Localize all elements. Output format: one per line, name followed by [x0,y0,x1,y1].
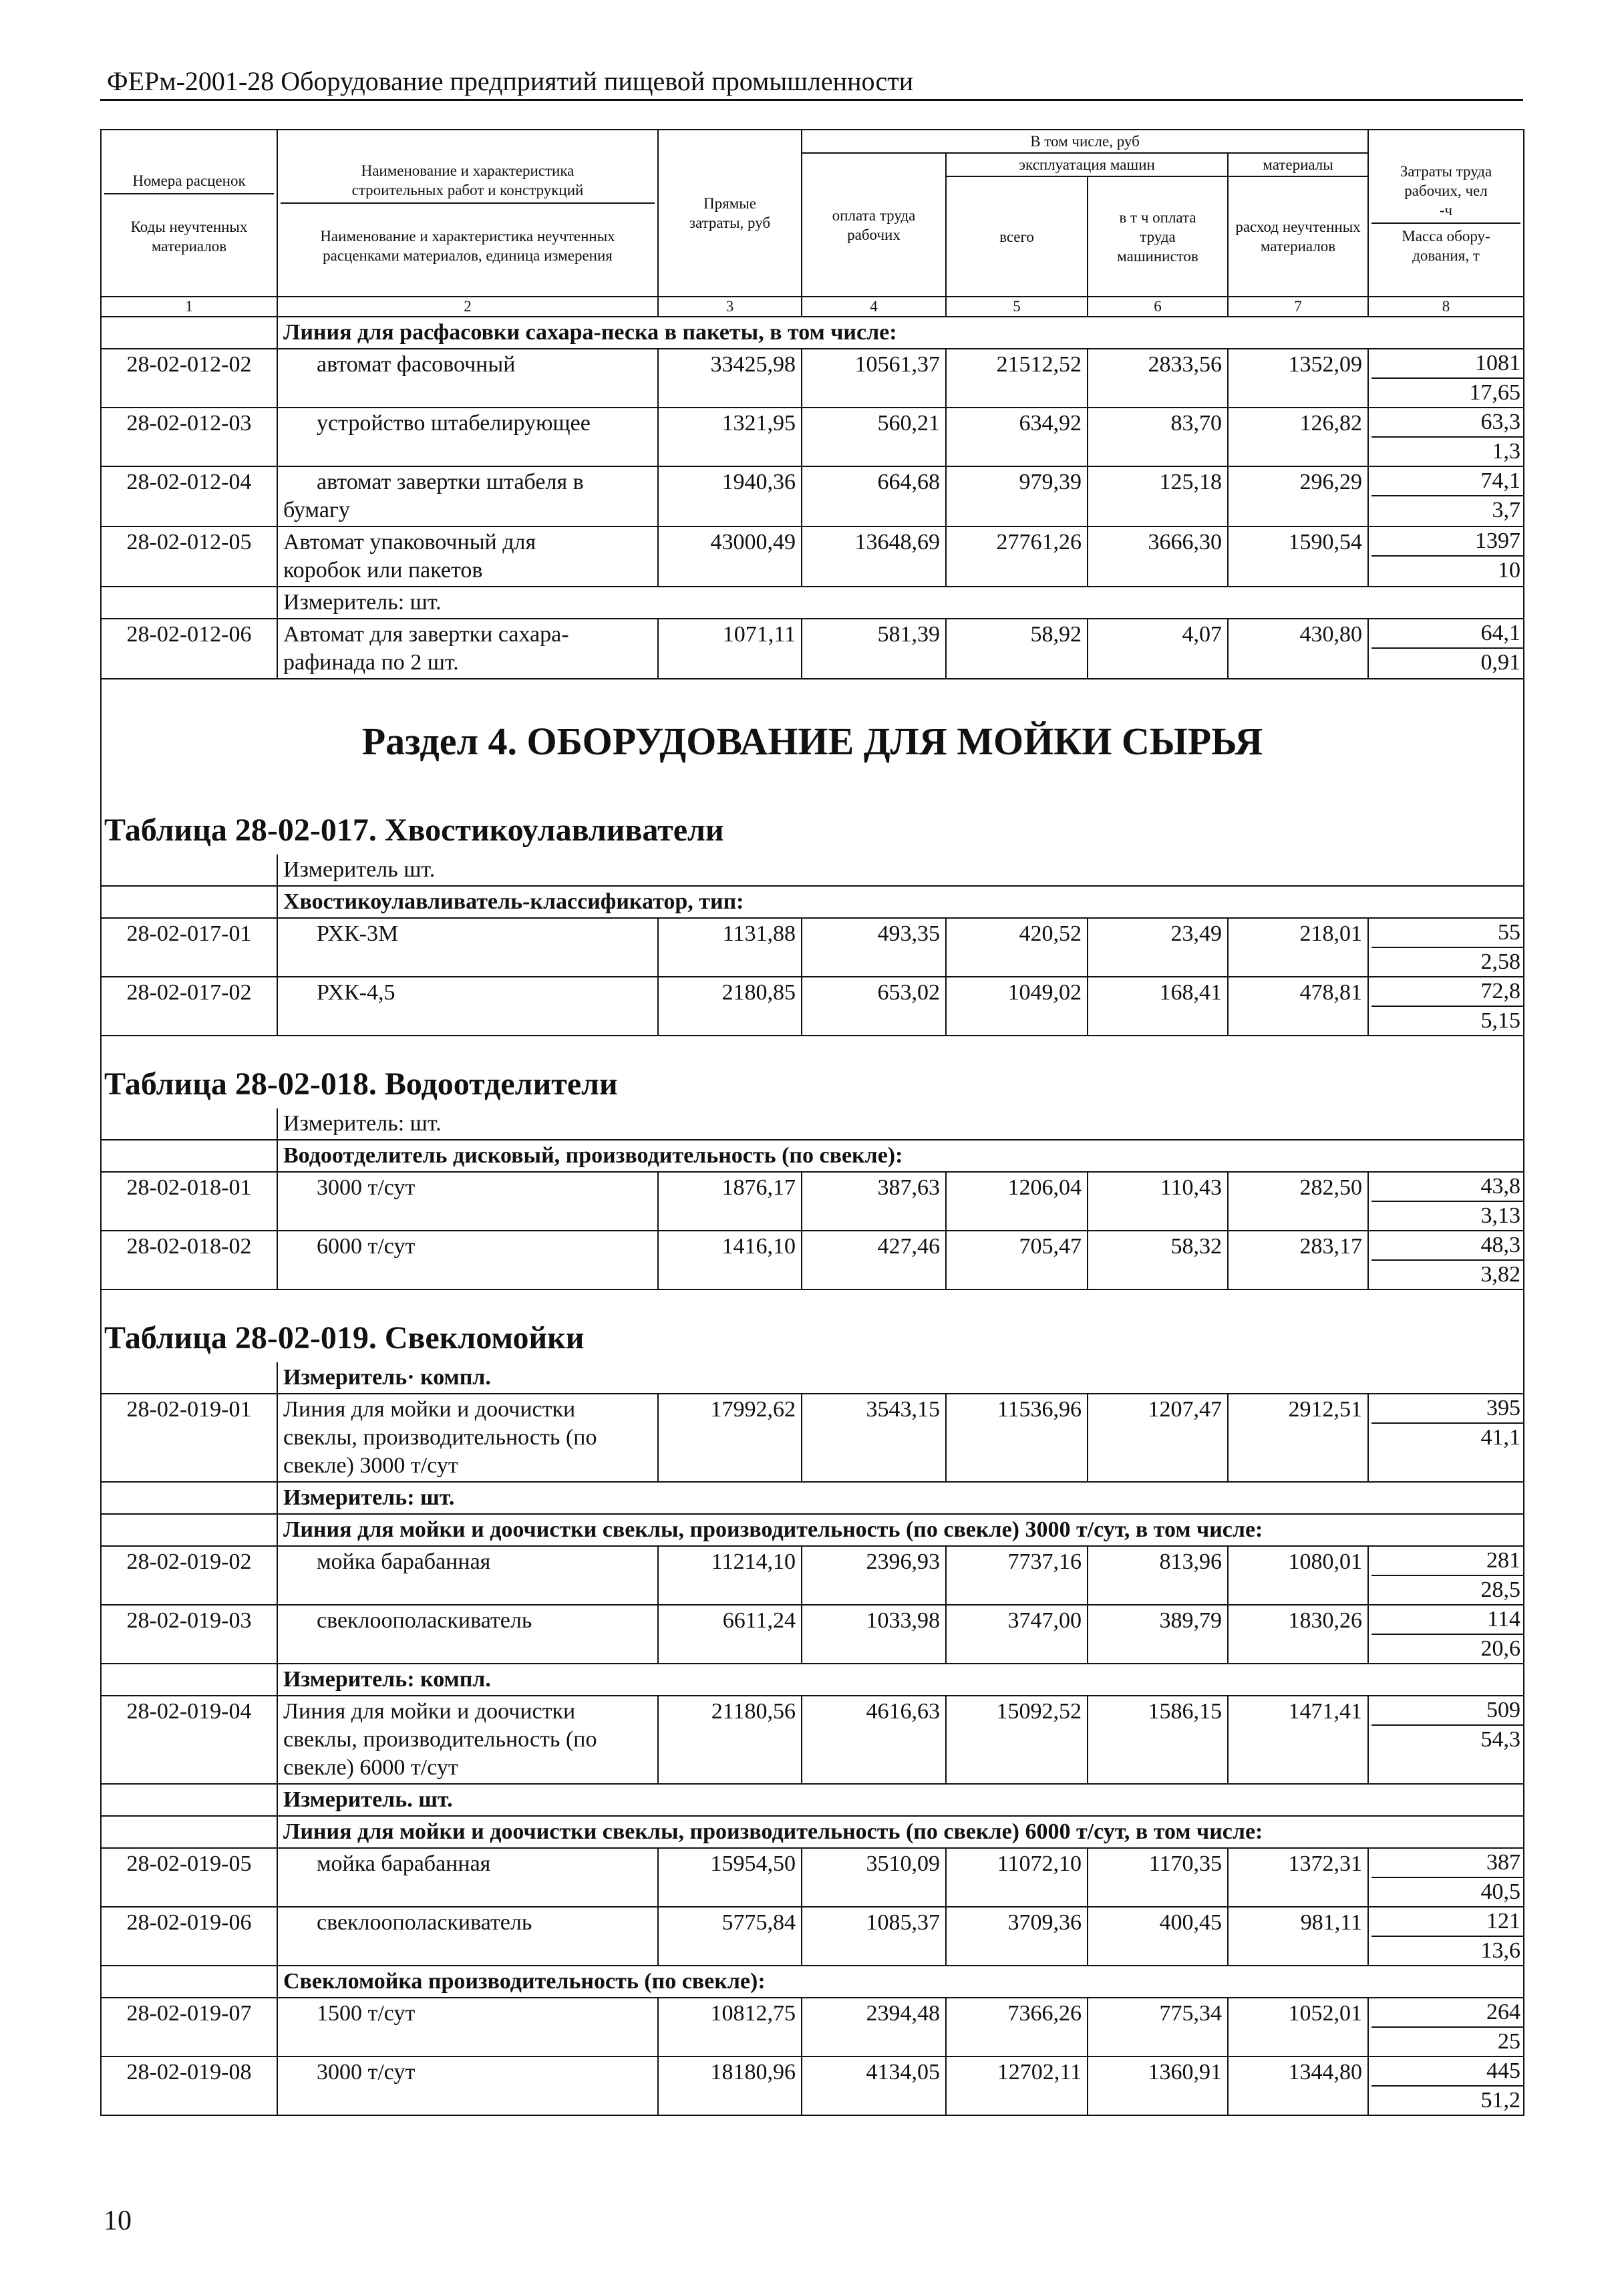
section-row [101,679,1524,802]
col-number: 6 [1088,297,1228,317]
table-header [101,130,1524,317]
machines-total: 15092,52 [946,1696,1088,1784]
measure-row [101,855,1524,886]
labor-hours: 395 [1371,1394,1523,1424]
section-title: Раздел 4. ОБОРУДОВАНИЕ ДЛЯ МОЙКИ СЫРЬЯ [101,679,1524,802]
operator-pay: 23,49 [1088,918,1228,977]
rate-name: РХК-4,5 [277,977,658,1036]
direct-costs: 18180,96 [658,2056,802,2115]
materials-cost: 2912,51 [1228,1394,1368,1482]
measure-row [101,1482,1524,1514]
rate-code: 28-02-019-08 [101,2056,277,2115]
rate-name-line: свеклы, производительность (по [283,1425,597,1450]
equipment-mass: 40,5 [1480,1879,1521,1904]
rate-code: 28-02-019-02 [101,1546,277,1605]
machines-total: 11536,96 [946,1394,1088,1482]
rate-name-line: автомат завертки штабеля в [317,470,584,494]
labor-hours: 387 [1371,1849,1523,1878]
group-header: Линия для мойки и доочистки свеклы, производительность (по свекле) 3000 т/сут, в том числе: [277,1514,1524,1546]
rate-code: 28-02-019-03 [101,1605,277,1664]
labor-pay: 3510,09 [802,1848,946,1907]
measure-row [101,1108,1524,1140]
rate-name: мойка барабанная [277,1848,658,1907]
materials-cost: 296,29 [1228,466,1368,526]
labor-hours: 55 [1371,919,1523,948]
labor-pay: 664,68 [802,466,946,526]
table-row [101,349,1524,408]
table-row [101,2056,1524,2115]
measure-unit: Измеритель: шт. [277,587,1524,619]
table-row [101,1394,1524,1482]
measure-row [101,1362,1524,1394]
table-row [101,977,1524,1036]
direct-costs: 6611,24 [658,1605,802,1664]
machines-total: 21512,52 [946,349,1088,408]
machines-total: 979,39 [946,466,1088,526]
operator-pay: 813,96 [1088,1546,1228,1605]
table-title: Таблица 28-02-018. Водоотделители [101,1036,1524,1108]
rate-name-line: рафинада по 2 шт. [283,650,459,675]
labor-pay: 13648,69 [802,526,946,587]
rate-code: 28-02-019-04 [101,1696,277,1784]
direct-costs: 33425,98 [658,349,802,408]
header-col8 [1368,130,1524,297]
rate-code: 28-02-012-03 [101,408,277,466]
rate-name-line: бумагу [283,498,350,522]
materials-cost: 430,80 [1228,619,1368,679]
materials-cost: 1344,80 [1228,2056,1368,2115]
labor-and-mass [1368,977,1524,1036]
labor-and-mass [1368,1605,1524,1664]
table-row [101,1998,1524,2056]
labor-and-mass [1368,1696,1524,1784]
direct-costs: 1071,11 [658,619,802,679]
equipment-mass: 3,13 [1480,1203,1521,1228]
group-header-row [101,1514,1524,1546]
page-number: 10 [104,2205,132,2236]
header-operator-pay: в т ч оплата труда машинистов [1088,176,1228,297]
direct-costs: 1940,36 [658,466,802,526]
measure-unit-text: Измеритель шт. [283,857,436,882]
equipment-mass: 3,7 [1492,498,1521,522]
materials-cost: 1830,26 [1228,1605,1368,1664]
labor-pay: 427,46 [802,1231,946,1289]
labor-and-mass [1368,1394,1524,1482]
equipment-mass: 20,6 [1480,1636,1521,1661]
equipment-mass: 1,3 [1492,439,1521,464]
operator-pay: 1207,47 [1088,1394,1228,1482]
machines-total: 3747,00 [946,1605,1088,1664]
rate-name: 3000 т/сут [277,2056,658,2115]
labor-pay: 387,63 [802,1172,946,1231]
header-labor-pay: оплата труда рабочих [802,153,946,297]
col-number: 8 [1368,297,1524,317]
operator-pay: 125,18 [1088,466,1228,526]
labor-pay: 1033,98 [802,1605,946,1664]
rate-code: 28-02-018-02 [101,1231,277,1289]
labor-pay: 560,21 [802,408,946,466]
rate-code: 28-02-019-01 [101,1394,277,1482]
direct-costs: 10812,75 [658,1998,802,2056]
table-row [101,1546,1524,1605]
machines-total: 12702,11 [946,2056,1088,2115]
rate-name: устройство штабелирующее [277,408,658,466]
machines-total: 11072,10 [946,1848,1088,1907]
rate-name-line: Линия для мойки и доочистки [283,1699,576,1724]
direct-costs: 17992,62 [658,1394,802,1482]
group-header-row [101,1140,1524,1172]
equipment-mass: 0,91 [1480,650,1521,675]
rate-code: 28-02-017-01 [101,918,277,977]
table-row [101,619,1524,679]
materials-cost: 1471,41 [1228,1696,1368,1784]
col-number: 1 [101,297,277,317]
labor-hours: 114 [1371,1606,1523,1635]
rate-code: 28-02-017-02 [101,977,277,1036]
header-col1-bottom: Коды неучтенных материалов [130,218,248,255]
direct-costs: 2180,85 [658,977,802,1036]
rate-name [277,526,658,587]
operator-pay: 83,70 [1088,408,1228,466]
materials-cost: 1590,54 [1228,526,1368,587]
machines-total: 1049,02 [946,977,1088,1036]
table-row [101,1172,1524,1231]
header-col8-top: Затраты труда рабочих, чел -ч [1400,162,1492,218]
rate-name-line: свекле) 6000 т/сут [283,1755,458,1780]
labor-hours: 48,3 [1371,1231,1523,1261]
equipment-mass: 51,2 [1480,2088,1521,2113]
operator-pay: 389,79 [1088,1605,1228,1664]
header-machines: эксплуатация машин [946,153,1228,176]
rate-name-line: коробок или пакетов [283,558,483,583]
group-header: Линия для мойки и доочистки свеклы, производительность (по свекле) 6000 т/сут, в том числе: [277,1816,1524,1848]
labor-pay: 4616,63 [802,1696,946,1784]
labor-hours: 74,1 [1371,467,1523,496]
labor-and-mass [1368,1546,1524,1605]
labor-and-mass [1368,1998,1524,2056]
labor-hours: 43,8 [1371,1173,1523,1202]
equipment-mass: 28,5 [1480,1577,1521,1602]
operator-pay: 1586,15 [1088,1696,1228,1784]
machines-total: 7737,16 [946,1546,1088,1605]
machines-total: 634,92 [946,408,1088,466]
measure-unit: Измеритель. шт. [277,1784,1524,1816]
operator-pay: 4,07 [1088,619,1228,679]
rate-name-line: Линия для мойки и доочистки [283,1397,576,1422]
operator-pay: 110,43 [1088,1172,1228,1231]
equipment-mass: 17,65 [1469,380,1521,405]
table-title: Таблица 28-02-017. Хвостикоулавливатели [101,802,1524,855]
rate-name-line: Автомат для завертки сахара- [283,622,569,647]
labor-pay: 2394,48 [802,1998,946,2056]
header-machines-total: всего [946,176,1088,297]
table-row [101,408,1524,466]
group-header: Свекломойка производительность (по свекле): [277,1966,1524,1998]
operator-pay: 775,34 [1088,1998,1228,2056]
header-col2-top: Наименование и характеристика строительных работ и конструкций [351,162,584,198]
operator-pay: 1360,91 [1088,2056,1228,2115]
materials-cost: 1372,31 [1228,1848,1368,1907]
materials-cost: 283,17 [1228,1231,1368,1289]
rate-name [277,466,658,526]
rate-name [277,1696,658,1784]
header-col8-bottom: Масса обору-дования, т [1402,227,1490,264]
group-header: Хвостикоулавливатель-классификатор, тип: [277,886,1524,918]
materials-cost: 1352,09 [1228,349,1368,408]
labor-and-mass [1368,1907,1524,1966]
rate-name: свеклоополаскиватель [277,1907,658,1966]
measure-unit [277,855,1524,886]
operator-pay: 400,45 [1088,1907,1228,1966]
equipment-mass: 10 [1498,558,1521,583]
rate-name [277,1394,658,1482]
header-unaccounted-materials: расход неучтенных материалов [1228,176,1368,297]
header-col1 [101,130,277,297]
direct-costs: 11214,10 [658,1546,802,1605]
column-numbers-row [101,297,1524,317]
machines-total: 420,52 [946,918,1088,977]
operator-pay: 58,32 [1088,1231,1228,1289]
machines-total: 58,92 [946,619,1088,679]
table-title-row [101,1036,1524,1108]
measure-unit: Измеритель: шт. [277,1108,1524,1140]
col-number: 7 [1228,297,1368,317]
direct-costs: 1321,95 [658,408,802,466]
machines-total: 1206,04 [946,1172,1088,1231]
labor-and-mass [1368,466,1524,526]
rate-name-line: Автомат упаковочный для [283,530,536,555]
rate-name: автомат фасовочный [277,349,658,408]
labor-and-mass [1368,1231,1524,1289]
labor-and-mass [1368,1848,1524,1907]
operator-pay: 3666,30 [1088,526,1228,587]
operator-pay: 2833,56 [1088,349,1228,408]
header-materials: материалы [1228,153,1368,176]
labor-hours: 509 [1371,1696,1523,1726]
col-number: 3 [658,297,802,317]
rate-name: РХК-3М [277,918,658,977]
direct-costs: 5775,84 [658,1907,802,1966]
rate-code: 28-02-012-02 [101,349,277,408]
rate-name-line: свеклы, производительность (по [283,1727,597,1752]
rate-name: мойка барабанная [277,1546,658,1605]
col-number: 4 [802,297,946,317]
materials-cost: 478,81 [1228,977,1368,1036]
labor-pay: 3543,15 [802,1394,946,1482]
header-col2 [277,130,658,297]
equipment-mass: 3,82 [1480,1262,1521,1287]
labor-and-mass [1368,619,1524,679]
measure-row [101,1784,1524,1816]
direct-costs: 1876,17 [658,1172,802,1231]
rate-code: 28-02-018-01 [101,1172,277,1231]
rate-code: 28-02-012-05 [101,526,277,587]
rates-table [100,129,1524,2116]
table-title-row [101,1289,1524,1362]
group-header: Линия для расфасовки сахара-песка в пакеты, в том числе: [277,317,1524,349]
materials-cost: 1052,01 [1228,1998,1368,2056]
materials-cost: 282,50 [1228,1172,1368,1231]
machines-total: 3709,36 [946,1907,1088,1966]
labor-and-mass [1368,408,1524,466]
direct-costs: 1416,10 [658,1231,802,1289]
labor-pay: 1085,37 [802,1907,946,1966]
rate-name: 3000 т/сут [277,1172,658,1231]
equipment-mass: 54,3 [1480,1727,1521,1752]
measure-unit: Измеритель: компл. [277,1664,1524,1696]
col-number: 5 [946,297,1088,317]
labor-pay: 10561,37 [802,349,946,408]
rate-name [277,619,658,679]
machines-total: 7366,26 [946,1998,1088,2056]
labor-and-mass [1368,526,1524,587]
header-including: В том числе, руб [802,130,1368,153]
group-header-row [101,1816,1524,1848]
equipment-mass: 2,58 [1480,949,1521,974]
measure-row [101,1664,1524,1696]
materials-cost: 1080,01 [1228,1546,1368,1605]
header-direct-costs: Прямые затраты, руб [658,130,802,297]
materials-cost: 126,82 [1228,408,1368,466]
table-row [101,1907,1524,1966]
table-row [101,1605,1524,1664]
group-header: Водоотделитель дисковый, производительность (по свекле): [277,1140,1524,1172]
group-header-row [101,886,1524,918]
equipment-mass: 25 [1498,2029,1521,2054]
labor-hours: 121 [1371,1907,1523,1937]
equipment-mass: 41,1 [1480,1425,1521,1450]
header-col1-top: Номера расценок [132,172,246,189]
header-rule [100,99,1523,101]
labor-and-mass [1368,2056,1524,2115]
labor-pay: 493,35 [802,918,946,977]
rate-code: 28-02-012-06 [101,619,277,679]
rate-name-line: свекле) 3000 т/сут [283,1453,458,1478]
rate-name: 6000 т/сут [277,1231,658,1289]
labor-pay: 4134,05 [802,2056,946,2115]
rate-name: 1500 т/сут [277,1998,658,2056]
table-title: Таблица 28-02-019. Свекломойки [101,1289,1524,1362]
labor-hours: 1081 [1371,349,1523,379]
labor-pay: 2396,93 [802,1546,946,1605]
labor-pay: 653,02 [802,977,946,1036]
materials-cost: 218,01 [1228,918,1368,977]
table-row [101,1696,1524,1784]
table-row [101,1231,1524,1289]
group-header-row [101,1966,1524,1998]
table-row [101,466,1524,526]
direct-costs: 21180,56 [658,1696,802,1784]
measure-unit: Измеритель· компл. [277,1362,1524,1394]
table-row [101,526,1524,587]
rate-code: 28-02-019-07 [101,1998,277,2056]
labor-hours: 63,3 [1371,408,1523,438]
labor-hours: 1397 [1371,527,1523,557]
labor-and-mass [1368,349,1524,408]
labor-hours: 281 [1371,1547,1523,1576]
table-row [101,1848,1524,1907]
table-row [101,918,1524,977]
labor-hours: 445 [1371,2057,1523,2087]
measure-unit: Измеритель: шт. [277,1482,1524,1514]
equipment-mass: 13,6 [1480,1938,1521,1963]
table-title-row [101,802,1524,855]
col-number: 2 [277,297,658,317]
labor-hours: 64,1 [1371,619,1523,649]
machines-total: 705,47 [946,1231,1088,1289]
header-col2-bottom: Наименование и характеристика неучтенных расценками материалов, единица измерения [320,228,615,264]
labor-pay: 581,39 [802,619,946,679]
labor-and-mass [1368,1172,1524,1231]
direct-costs: 15954,50 [658,1848,802,1907]
measure-row [101,587,1524,619]
materials-cost: 981,11 [1228,1907,1368,1966]
rate-code: 28-02-019-05 [101,1848,277,1907]
rate-code: 28-02-012-04 [101,466,277,526]
equipment-mass: 5,15 [1480,1008,1521,1033]
machines-total: 27761,26 [946,526,1088,587]
group-header-row [101,317,1524,349]
labor-hours: 264 [1371,1998,1523,2028]
running-header: ФЕРм-2001-28 Оборудование предприятий пищевой промышленности [107,66,914,96]
rate-name: свеклоополаскиватель [277,1605,658,1664]
rate-code: 28-02-019-06 [101,1907,277,1966]
labor-and-mass [1368,918,1524,977]
operator-pay: 168,41 [1088,977,1228,1036]
labor-hours: 72,8 [1371,977,1523,1007]
direct-costs: 1131,88 [658,918,802,977]
direct-costs: 43000,49 [658,526,802,587]
operator-pay: 1170,35 [1088,1848,1228,1907]
